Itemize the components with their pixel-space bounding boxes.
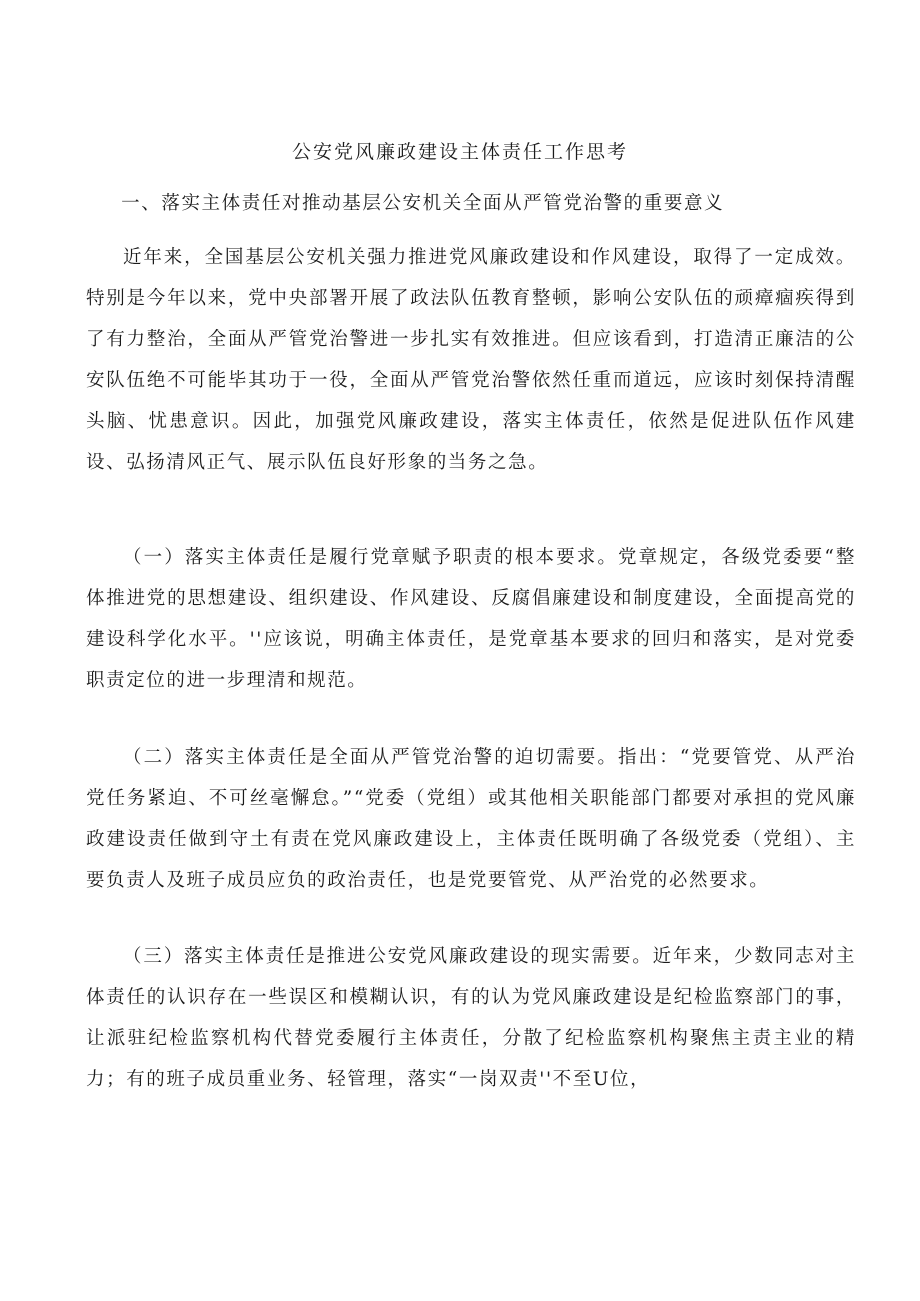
paragraph-point-1: （一）落实主体责任是履行党章赋予职责的根本要求。党章规定，各级党委要“整体推进党的思想建设、组织建设、作风建设、反腐倡廉建设和制度建设，全面提高党的建设科学化水平。''应该说，明确主体责任，是党章基本要求的回归和落实，是对党委职责定位的进一步理清和规范。 bbox=[86, 547, 856, 691]
section-heading: 一、落实主体责任对推动基层公安机关全面从严管党治警的重要意义 bbox=[121, 193, 725, 214]
document-title: 公安党风廉政建设主体责任工作思考 bbox=[291, 141, 628, 163]
paragraph-intro: 近年来，全国基层公安机关强力推进党风廉政建设和作风建设，取得了一定成效。特别是今年以来，党中央部署开展了政法队伍教育整顿，影响公安队伍的顽瘴痼疾得到了有力整治，全面从严管党治警进一步扎实有效推进。但应该看到，打造清正廉洁的公安队伍绝不可能毕其功于一役，全面从严管党治警依然任重而道远，应该时刻保持清醒头脑、忧患意识。因此，加强党风廉政建设，落实主体责任，依然是促进队伍作风建设、弘扬清风正气、展示队伍良好形象的当务之急。 bbox=[86, 247, 856, 473]
paragraph-point-2: （二）落实主体责任是全面从严管党治警的迫切需要。指出：“党要管党、从严治党任务紧迫、不可丝毫懈怠。”“党委（党组）或其他相关职能部门都要对承担的党风廉政建设责任做到守土有责在党风廉政建设上，主体责任既明确了各级党委（党组）、主要负责人及班子成员应负的政治责任，也是党要管党、从严治党的必然要求。 bbox=[86, 747, 856, 891]
paragraph-point-3: （三）落实主体责任是推进公安党风廉政建设的现实需要。近年来，少数同志对主体责任的认识存在一些误区和模糊认识，有的认为党风廉政建设是纪检监察部门的事，让派驻纪检监察机构代替党委履行主体责任，分散了纪检监察机构聚焦主责主业的精力；有的班子成员重业务、轻管理，落实“一岗双责''不至U位， bbox=[86, 946, 856, 1090]
